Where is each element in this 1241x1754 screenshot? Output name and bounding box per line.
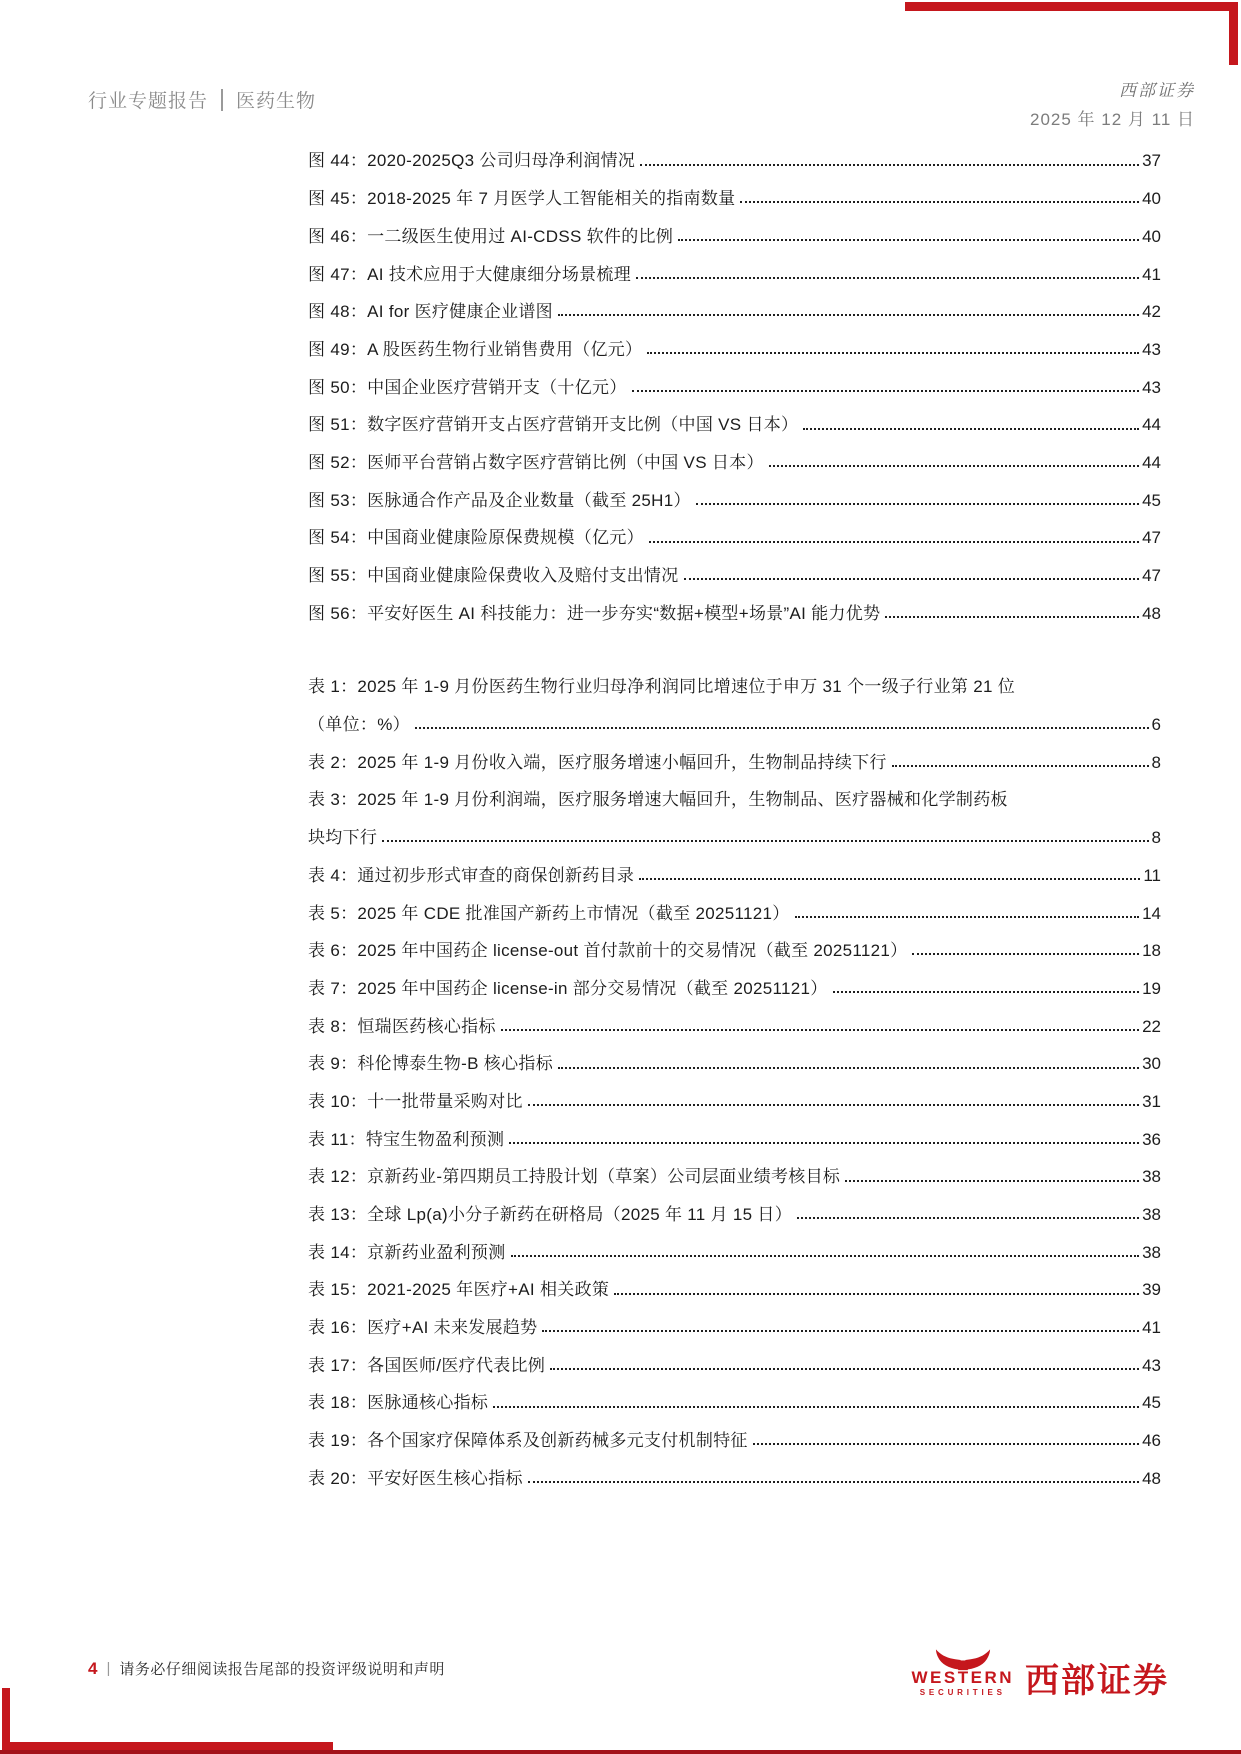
toc-figure-entry bbox=[308, 511, 1161, 549]
industry-label: 医药生物 bbox=[236, 91, 317, 112]
logo-western-text: WESTERN bbox=[911, 1668, 1014, 1687]
toc-figure-entry bbox=[308, 549, 1161, 587]
toc-line bbox=[308, 924, 1161, 962]
toc-line bbox=[308, 285, 1161, 323]
toc-section-gap bbox=[308, 624, 1161, 660]
toc-figure-entry bbox=[308, 473, 1161, 511]
top-right-red-bar bbox=[1229, 2, 1238, 65]
toc-page-number: 48 bbox=[1142, 603, 1161, 623]
toc-table-entry bbox=[308, 848, 1161, 886]
toc-page-number: 47 bbox=[1142, 528, 1161, 548]
toc-line bbox=[308, 999, 1161, 1037]
dot-leader bbox=[636, 277, 1139, 279]
toc-page-number: 8 bbox=[1151, 752, 1161, 772]
dot-leader bbox=[501, 1029, 1139, 1031]
dot-leader bbox=[528, 1104, 1139, 1106]
toc-entry-label: 表 18：医脉通核心指标 bbox=[308, 1393, 489, 1413]
toc-table-entry bbox=[308, 999, 1161, 1037]
toc-line bbox=[308, 735, 1161, 773]
toc-page-number: 22 bbox=[1142, 1016, 1161, 1036]
dot-leader bbox=[678, 239, 1139, 241]
toc-page-number: 44 bbox=[1142, 452, 1161, 472]
toc-entry-label: 表 14：京新药业盈利预测 bbox=[308, 1242, 506, 1262]
dot-leader bbox=[493, 1406, 1139, 1408]
toc-table-entry bbox=[308, 1150, 1161, 1188]
toc-page-number: 31 bbox=[1142, 1091, 1161, 1111]
toc-table-entry bbox=[308, 886, 1161, 924]
toc-line bbox=[308, 549, 1161, 587]
toc-line bbox=[308, 134, 1161, 172]
toc-entry-label: 表 12：京新药业-第四期员工持股计划（草案）公司层面业绩考核目标 bbox=[308, 1167, 841, 1187]
dot-leader bbox=[614, 1293, 1139, 1295]
toc-line bbox=[308, 660, 1161, 698]
toc-figures-section bbox=[308, 134, 1161, 624]
toc-page-number: 19 bbox=[1142, 978, 1161, 998]
toc-entry-label: 表 8：恒瑞医药核心指标 bbox=[308, 1016, 496, 1036]
toc-entry-label: 图 48：AI for 医疗健康企业谱图 bbox=[308, 302, 553, 322]
logo-chinese-text: 西部证券 bbox=[1025, 1661, 1169, 1700]
toc-table-entry bbox=[308, 1451, 1161, 1489]
dot-leader bbox=[382, 840, 1148, 842]
toc-line bbox=[308, 322, 1161, 360]
toc-line bbox=[308, 811, 1161, 849]
toc-line bbox=[308, 1112, 1161, 1150]
toc-table-entry bbox=[308, 1037, 1161, 1075]
toc-line bbox=[308, 436, 1161, 474]
dot-leader bbox=[797, 1217, 1139, 1219]
page-footer bbox=[88, 1658, 445, 1679]
toc-figure-entry bbox=[308, 398, 1161, 436]
toc-table-entry bbox=[308, 1301, 1161, 1339]
toc-entry-label-continued: 块均下行 bbox=[308, 828, 378, 848]
toc-page-number: 6 bbox=[1151, 715, 1161, 735]
toc-page-number: 38 bbox=[1142, 1167, 1161, 1187]
dot-leader bbox=[647, 352, 1139, 354]
dot-leader bbox=[795, 916, 1140, 918]
toc-page-number: 44 bbox=[1142, 415, 1161, 435]
logo-securities-text: SECURITIES bbox=[919, 1688, 1006, 1697]
toc-line bbox=[308, 1338, 1161, 1376]
toc-table-entry bbox=[308, 1188, 1161, 1226]
toc-entry-label: 表 17：各国医师/医疗代表比例 bbox=[308, 1355, 546, 1375]
toc-entry-label: 图 55：中国商业健康险保费收入及赔付支出情况 bbox=[308, 566, 679, 585]
toc-figure-entry bbox=[308, 172, 1161, 210]
brand-name: 西部证券 bbox=[1119, 81, 1195, 100]
dot-leader bbox=[833, 991, 1140, 993]
toc-line bbox=[308, 698, 1161, 736]
toc-entry-label: 表 2：2025 年 1-9 月份收入端，医疗服务增速小幅回升，生物制品持续下行 bbox=[308, 752, 887, 772]
toc-entry-label: 图 54：中国商业健康险原保费规模（亿元） bbox=[308, 528, 644, 548]
dot-leader bbox=[509, 1142, 1139, 1144]
header-divider bbox=[221, 89, 223, 111]
toc-table-entry bbox=[308, 1263, 1161, 1301]
toc-entry-label: 表 9：科伦博泰生物-B 核心指标 bbox=[308, 1054, 554, 1074]
dot-leader bbox=[649, 541, 1139, 543]
dot-leader bbox=[912, 953, 1139, 955]
toc-page-number: 14 bbox=[1142, 903, 1161, 923]
toc-line bbox=[308, 209, 1161, 247]
footer-divider: | bbox=[106, 1660, 111, 1677]
toc-line bbox=[308, 1301, 1161, 1339]
toc-line bbox=[308, 848, 1161, 886]
toc-entry-label: 表 13：全球 Lp(a)小分子新药在研格局（2025 年 11 月 15 日） bbox=[308, 1205, 793, 1224]
dot-leader bbox=[803, 428, 1139, 430]
toc-figure-entry bbox=[308, 209, 1161, 247]
toc-page-number: 41 bbox=[1142, 1318, 1161, 1338]
toc-table-entry bbox=[308, 1376, 1161, 1414]
dot-leader bbox=[845, 1180, 1139, 1182]
toc-page-number: 43 bbox=[1142, 377, 1161, 397]
toc-line bbox=[308, 247, 1161, 285]
toc-line bbox=[308, 1225, 1161, 1263]
toc-entry-label: 表 4：通过初步形式审查的商保创新药目录 bbox=[308, 865, 635, 885]
toc-entry-label: 表 7：2025 年中国药企 license-in 部分交易情况（截至 20251121） bbox=[308, 978, 828, 998]
toc-figure-entry bbox=[308, 360, 1161, 398]
toc-page-number: 47 bbox=[1142, 566, 1161, 585]
toc-line bbox=[308, 886, 1161, 924]
toc-figure-entry bbox=[308, 134, 1161, 172]
dot-leader bbox=[640, 164, 1139, 166]
toc-line bbox=[308, 360, 1161, 398]
report-header bbox=[88, 86, 316, 113]
toc-table-entry bbox=[308, 1075, 1161, 1113]
dot-leader bbox=[558, 314, 1139, 316]
toc-line bbox=[308, 1150, 1161, 1188]
toc-entry-label: 表 20：平安好医生核心指标 bbox=[308, 1468, 523, 1488]
dot-leader bbox=[885, 616, 1139, 618]
toc-entry-label: 图 51：数字医疗营销开支占医疗营销开支比例（中国 VS 日本） bbox=[308, 415, 799, 435]
toc-page-number: 18 bbox=[1142, 941, 1161, 961]
dot-leader bbox=[528, 1481, 1139, 1483]
toc-page-number: 42 bbox=[1142, 302, 1161, 322]
toc-line bbox=[308, 1037, 1161, 1075]
dot-leader bbox=[753, 1443, 1139, 1445]
toc-table-entry bbox=[308, 1225, 1161, 1263]
dot-leader bbox=[558, 1067, 1139, 1069]
toc-figure-entry bbox=[308, 586, 1161, 624]
toc-line bbox=[308, 511, 1161, 549]
toc-entry-label: 图 47：AI 技术应用于大健康细分场景梳理 bbox=[308, 264, 632, 284]
toc-table-entry bbox=[308, 961, 1161, 999]
dot-leader bbox=[769, 465, 1139, 467]
toc-page-number: 37 bbox=[1142, 151, 1161, 171]
toc-figure-entry bbox=[308, 322, 1161, 360]
toc-page-number: 48 bbox=[1142, 1468, 1161, 1488]
toc-line bbox=[308, 1451, 1161, 1489]
page-number: 4 bbox=[88, 1658, 98, 1678]
dot-leader bbox=[740, 201, 1139, 203]
dot-leader bbox=[684, 578, 1140, 580]
toc-line bbox=[308, 1075, 1161, 1113]
toc-entry-label-continued: （单位：%） bbox=[308, 715, 410, 735]
toc-page-number: 38 bbox=[1142, 1205, 1161, 1224]
toc-entry-label: 图 49：A 股医药生物行业销售费用（亿元） bbox=[308, 339, 643, 359]
toc-entry-label: 图 52：医师平台营销占数字医疗营销比例（中国 VS 日本） bbox=[308, 452, 764, 472]
toc-line bbox=[308, 398, 1161, 436]
toc-line bbox=[308, 473, 1161, 511]
toc-entry-label: 表 19：各个国家疗保障体系及创新药械多元支付机制特征 bbox=[308, 1431, 748, 1451]
toc-page-number: 41 bbox=[1142, 264, 1161, 284]
toc-page-number: 36 bbox=[1142, 1129, 1161, 1149]
toc-entry-label: 表 6：2025 年中国药企 license-out 首付款前十的交易情况（截至 20251121） bbox=[308, 941, 908, 961]
toc-page-number: 40 bbox=[1142, 189, 1161, 209]
toc-figure-entry bbox=[308, 247, 1161, 285]
toc-entry-label: 表 3：2025 年 1-9 月份利润端，医疗服务增速大幅回升，生物制品、医疗器械和化学制药板 bbox=[308, 790, 1008, 810]
toc-figure-entry bbox=[308, 436, 1161, 474]
toc-page-number: 30 bbox=[1142, 1054, 1161, 1074]
toc-line bbox=[308, 773, 1161, 811]
toc-page-number: 39 bbox=[1142, 1280, 1161, 1300]
toc-tables-section bbox=[308, 660, 1161, 1489]
logo-english-block bbox=[912, 1648, 1015, 1697]
dot-leader bbox=[639, 878, 1140, 880]
toc-line bbox=[308, 1376, 1161, 1414]
toc-line bbox=[308, 1263, 1161, 1301]
toc-page-number: 45 bbox=[1142, 1393, 1161, 1413]
dot-leader bbox=[550, 1368, 1139, 1370]
dot-leader bbox=[632, 390, 1139, 392]
toc-entry-label: 图 45：2018-2025 年 7 月医学人工智能相关的指南数量 bbox=[308, 189, 736, 209]
report-type-label: 行业专题报告 bbox=[88, 91, 209, 112]
toc-entry-label: 图 46：一二级医生使用过 AI-CDSS 软件的比例 bbox=[308, 226, 674, 246]
toc-entry-label: 图 44：2020-2025Q3 公司归母净利润情况 bbox=[308, 151, 636, 171]
toc-page-number: 43 bbox=[1142, 1355, 1161, 1375]
dot-leader bbox=[892, 765, 1149, 767]
toc-table-entry bbox=[308, 1112, 1161, 1150]
toc-entry-label: 表 16：医疗+AI 未来发展趋势 bbox=[308, 1318, 538, 1338]
toc-page-number: 46 bbox=[1142, 1431, 1161, 1451]
footer-disclaimer: 请务必仔细阅读报告尾部的投资评级说明和声明 bbox=[119, 1661, 445, 1678]
toc-page-number: 40 bbox=[1142, 226, 1161, 246]
toc-entry-label: 表 5：2025 年 CDE 批准国产新药上市情况（截至 20251121） bbox=[308, 903, 790, 923]
report-date: 2025 年 12 月 11 日 bbox=[1030, 110, 1195, 129]
toc-table-entry bbox=[308, 773, 1161, 848]
toc-entry-label: 表 11：特宝生物盈利预测 bbox=[308, 1129, 505, 1149]
toc-table-entry bbox=[308, 1338, 1161, 1376]
toc-entry-label: 表 10：十一批带量采购对比 bbox=[308, 1091, 523, 1111]
toc-entry-label: 图 50：中国企业医疗营销开支（十亿元） bbox=[308, 377, 627, 397]
toc-figure-entry bbox=[308, 285, 1161, 323]
toc-table-entry bbox=[308, 660, 1161, 735]
dot-leader bbox=[511, 1255, 1140, 1257]
dot-leader bbox=[696, 503, 1139, 505]
toc-page-number: 8 bbox=[1151, 828, 1161, 848]
toc-entry-label: 图 53：医脉通合作产品及企业数量（截至 25H1） bbox=[308, 490, 691, 510]
toc-line bbox=[308, 1188, 1161, 1226]
toc-table-entry bbox=[308, 735, 1161, 773]
toc-page-number: 43 bbox=[1142, 339, 1161, 359]
dot-leader bbox=[415, 727, 1149, 729]
toc-table-entry bbox=[308, 1414, 1161, 1452]
toc-line bbox=[308, 172, 1161, 210]
toc-line bbox=[308, 961, 1161, 999]
toc-page-number: 11 bbox=[1143, 865, 1161, 885]
toc-page-number: 45 bbox=[1142, 490, 1161, 510]
toc-page-number: 38 bbox=[1142, 1242, 1161, 1262]
toc-table-entry bbox=[308, 924, 1161, 962]
toc-line bbox=[308, 1414, 1161, 1452]
table-of-contents bbox=[308, 134, 1161, 1489]
toc-entry-label: 图 56：平安好医生 AI 科技能力：进一步夯实“数据+模型+场景”AI 能力优势 bbox=[308, 603, 881, 623]
western-securities-logo bbox=[911, 1648, 1170, 1700]
dot-leader bbox=[542, 1330, 1139, 1332]
toc-entry-label: 表 1：2025 年 1-9 月份医药生物行业归母净利润同比增速位于申万 31 个一级子行业第 21 位 bbox=[308, 677, 1016, 697]
toc-line bbox=[308, 586, 1161, 624]
bottom-edge-red-line bbox=[0, 1750, 1241, 1754]
toc-entry-label: 表 15：2021-2025 年医疗+AI 相关政策 bbox=[308, 1280, 610, 1300]
header-brand-block bbox=[1030, 76, 1195, 130]
top-red-bar bbox=[905, 2, 1238, 11]
